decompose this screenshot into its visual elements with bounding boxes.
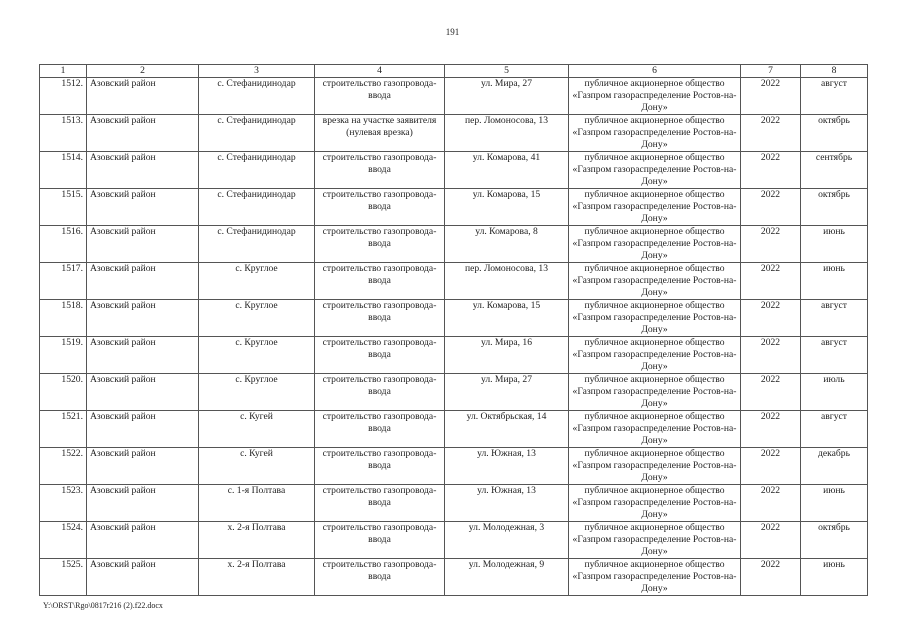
address-cell: ул. Мира, 16 xyxy=(445,337,569,374)
column-header: 3 xyxy=(199,65,315,78)
year-cell: 2022 xyxy=(741,78,801,115)
row-number-cell: 1516. xyxy=(40,226,87,263)
organization-cell: публичное акционерное общество «Газпром газораспределение Ростов-на-Дону» xyxy=(569,559,741,596)
table-row xyxy=(40,374,868,411)
column-header: 7 xyxy=(741,65,801,78)
address-cell: ул. Молодежная, 9 xyxy=(445,559,569,596)
row-number-cell: 1524. xyxy=(40,522,87,559)
settlement-cell: с. Круглое xyxy=(199,337,315,374)
year-cell: 2022 xyxy=(741,522,801,559)
month-cell: сентябрь xyxy=(801,152,868,189)
year-cell: 2022 xyxy=(741,485,801,522)
table-row xyxy=(40,152,868,189)
row-number-cell: 1515. xyxy=(40,189,87,226)
month-cell: август xyxy=(801,337,868,374)
work-type-cell: строительство газопровода-ввода xyxy=(315,263,445,300)
organization-cell: публичное акционерное общество «Газпром газораспределение Ростов-на-Дону» xyxy=(569,522,741,559)
district-cell: Азовский район xyxy=(87,411,199,448)
settlement-cell: х. 2-я Полтава xyxy=(199,559,315,596)
row-number-cell: 1522. xyxy=(40,448,87,485)
month-cell: август xyxy=(801,411,868,448)
work-type-cell: строительство газопровода-ввода xyxy=(315,226,445,263)
table-row xyxy=(40,78,868,115)
settlement-cell: х. 2-я Полтава xyxy=(199,522,315,559)
organization-cell: публичное акционерное общество «Газпром газораспределение Ростов-на-Дону» xyxy=(569,115,741,152)
settlement-cell: с. Стефанидинодар xyxy=(199,78,315,115)
work-type-cell: строительство газопровода-ввода xyxy=(315,522,445,559)
address-cell: ул. Комарова, 41 xyxy=(445,152,569,189)
address-cell: пер. Ломоносова, 13 xyxy=(445,263,569,300)
month-cell: июль xyxy=(801,374,868,411)
work-type-cell: строительство газопровода-ввода xyxy=(315,448,445,485)
district-cell: Азовский район xyxy=(87,485,199,522)
address-cell: ул. Южная, 13 xyxy=(445,485,569,522)
month-cell: июнь xyxy=(801,485,868,522)
month-cell: октябрь xyxy=(801,189,868,226)
district-cell: Азовский район xyxy=(87,189,199,226)
district-cell: Азовский район xyxy=(87,559,199,596)
table-row xyxy=(40,559,868,596)
work-type-cell: строительство газопровода-ввода xyxy=(315,411,445,448)
gas-connection-table xyxy=(39,64,868,596)
work-type-cell: строительство газопровода-ввода xyxy=(315,152,445,189)
address-cell: ул. Комарова, 15 xyxy=(445,300,569,337)
work-type-cell: врезка на участке заявителя (нулевая врезка) xyxy=(315,115,445,152)
settlement-cell: с. Круглое xyxy=(199,300,315,337)
settlement-cell: с. Стефанидинодар xyxy=(199,226,315,263)
district-cell: Азовский район xyxy=(87,115,199,152)
year-cell: 2022 xyxy=(741,411,801,448)
table-row xyxy=(40,337,868,374)
district-cell: Азовский район xyxy=(87,374,199,411)
column-number-row xyxy=(40,65,868,78)
row-number-cell: 1518. xyxy=(40,300,87,337)
year-cell: 2022 xyxy=(741,226,801,263)
organization-cell: публичное акционерное общество «Газпром газораспределение Ростов-на-Дону» xyxy=(569,152,741,189)
year-cell: 2022 xyxy=(741,448,801,485)
organization-cell: публичное акционерное общество «Газпром газораспределение Ростов-на-Дону» xyxy=(569,411,741,448)
year-cell: 2022 xyxy=(741,374,801,411)
year-cell: 2022 xyxy=(741,263,801,300)
district-cell: Азовский район xyxy=(87,152,199,189)
organization-cell: публичное акционерное общество «Газпром газораспределение Ростов-на-Дону» xyxy=(569,263,741,300)
organization-cell: публичное акционерное общество «Газпром газораспределение Ростов-на-Дону» xyxy=(569,226,741,263)
column-header: 8 xyxy=(801,65,868,78)
month-cell: июнь xyxy=(801,263,868,300)
district-cell: Азовский район xyxy=(87,263,199,300)
district-cell: Азовский район xyxy=(87,522,199,559)
district-cell: Азовский район xyxy=(87,337,199,374)
month-cell: август xyxy=(801,78,868,115)
address-cell: ул. Комарова, 8 xyxy=(445,226,569,263)
settlement-cell: с. Стефанидинодар xyxy=(199,152,315,189)
month-cell: октябрь xyxy=(801,115,868,152)
month-cell: декабрь xyxy=(801,448,868,485)
table-row xyxy=(40,485,868,522)
work-type-cell: строительство газопровода-ввода xyxy=(315,189,445,226)
settlement-cell: с. Круглое xyxy=(199,263,315,300)
work-type-cell: строительство газопровода-ввода xyxy=(315,485,445,522)
table-row xyxy=(40,448,868,485)
row-number-cell: 1514. xyxy=(40,152,87,189)
column-header: 4 xyxy=(315,65,445,78)
row-number-cell: 1520. xyxy=(40,374,87,411)
address-cell: ул. Комарова, 15 xyxy=(445,189,569,226)
address-cell: ул. Молодежная, 3 xyxy=(445,522,569,559)
district-cell: Азовский район xyxy=(87,226,199,263)
page-number: 191 xyxy=(445,27,460,37)
district-cell: Азовский район xyxy=(87,300,199,337)
settlement-cell: с. Кугей xyxy=(199,448,315,485)
row-number-cell: 1512. xyxy=(40,78,87,115)
work-type-cell: строительство газопровода-ввода xyxy=(315,559,445,596)
file-path-footer: Y:\ORST\Rgo\0817r216 (2).f22.docx xyxy=(43,601,163,610)
address-cell: пер. Ломоносова, 13 xyxy=(445,115,569,152)
settlement-cell: с. Стефанидинодар xyxy=(199,115,315,152)
column-header: 6 xyxy=(569,65,741,78)
year-cell: 2022 xyxy=(741,337,801,374)
column-header: 5 xyxy=(445,65,569,78)
organization-cell: публичное акционерное общество «Газпром газораспределение Ростов-на-Дону» xyxy=(569,78,741,115)
work-type-cell: строительство газопровода-ввода xyxy=(315,337,445,374)
row-number-cell: 1521. xyxy=(40,411,87,448)
organization-cell: публичное акционерное общество «Газпром газораспределение Ростов-на-Дону» xyxy=(569,374,741,411)
organization-cell: публичное акционерное общество «Газпром газораспределение Ростов-на-Дону» xyxy=(569,300,741,337)
table-row xyxy=(40,226,868,263)
table-row xyxy=(40,522,868,559)
year-cell: 2022 xyxy=(741,189,801,226)
work-type-cell: строительство газопровода-ввода xyxy=(315,300,445,337)
column-header: 1 xyxy=(40,65,87,78)
month-cell: октябрь xyxy=(801,522,868,559)
table-header xyxy=(40,65,868,78)
address-cell: ул. Октябрьская, 14 xyxy=(445,411,569,448)
month-cell: июнь xyxy=(801,226,868,263)
year-cell: 2022 xyxy=(741,115,801,152)
table-row xyxy=(40,411,868,448)
work-type-cell: строительство газопровода-ввода xyxy=(315,78,445,115)
table-row xyxy=(40,189,868,226)
year-cell: 2022 xyxy=(741,559,801,596)
settlement-cell: с. Стефанидинодар xyxy=(199,189,315,226)
year-cell: 2022 xyxy=(741,300,801,337)
district-cell: Азовский район xyxy=(87,448,199,485)
settlement-cell: с. 1-я Полтава xyxy=(199,485,315,522)
row-number-cell: 1517. xyxy=(40,263,87,300)
organization-cell: публичное акционерное общество «Газпром газораспределение Ростов-на-Дону» xyxy=(569,337,741,374)
row-number-cell: 1523. xyxy=(40,485,87,522)
settlement-cell: с. Кугей xyxy=(199,411,315,448)
address-cell: ул. Мира, 27 xyxy=(445,78,569,115)
table-row xyxy=(40,263,868,300)
row-number-cell: 1519. xyxy=(40,337,87,374)
district-cell: Азовский район xyxy=(87,78,199,115)
organization-cell: публичное акционерное общество «Газпром газораспределение Ростов-на-Дону» xyxy=(569,485,741,522)
organization-cell: публичное акционерное общество «Газпром газораспределение Ростов-на-Дону» xyxy=(569,189,741,226)
month-cell: август xyxy=(801,300,868,337)
year-cell: 2022 xyxy=(741,152,801,189)
row-number-cell: 1513. xyxy=(40,115,87,152)
settlement-cell: с. Круглое xyxy=(199,374,315,411)
address-cell: ул. Мира, 27 xyxy=(445,374,569,411)
column-header: 2 xyxy=(87,65,199,78)
work-type-cell: строительство газопровода-ввода xyxy=(315,374,445,411)
table-row xyxy=(40,300,868,337)
table-body xyxy=(40,78,868,596)
address-cell: ул. Южная, 13 xyxy=(445,448,569,485)
month-cell: июнь xyxy=(801,559,868,596)
row-number-cell: 1525. xyxy=(40,559,87,596)
organization-cell: публичное акционерное общество «Газпром газораспределение Ростов-на-Дону» xyxy=(569,448,741,485)
table-row xyxy=(40,115,868,152)
